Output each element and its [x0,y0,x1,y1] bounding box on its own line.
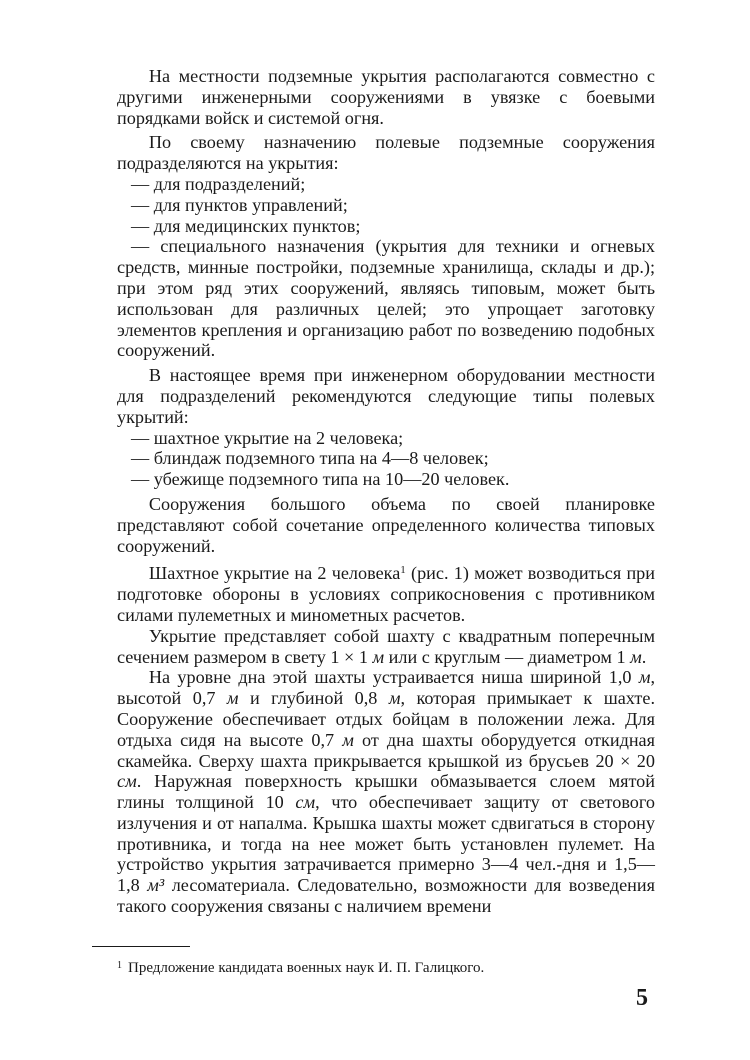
unit: м³ [147,875,165,896]
paragraph-2: По своему назначению полевые подземные сооружения подразделяются на укрытия: [117,132,655,174]
paragraph-7-text: лесоматериала. Следовательно, возможности для возведения такого сооружения связаны с наличием времени [117,875,655,917]
paragraph-1: На местности подземные укрытия располагаются совместно с другими инженерными сооружениями в увязке с боевыми порядками войск и системой огня. [117,66,655,128]
unit: м [388,688,401,709]
unit: м [226,688,239,709]
unit: м [630,646,642,667]
body-text [117,66,655,917]
paragraph-4: Сооружения большого объема по своей планировке представляют собой сочетание определенного количества типовых сооружений. [117,493,655,556]
list-item: — блиндаж подземного типа на 4—8 человек; [131,448,489,469]
paragraph-5-text: (рис. 1) может возводиться при подготовке обороны в условиях соприкосновения с противником силами пулеметных и минометных расчетов. [117,563,655,625]
paragraph-5-text: Шахтное укрытие на 2 человека [148,563,401,584]
footnote-text: Предложение кандидата военных наук И. П. Галицкого. [128,960,485,976]
footnote-reference: 1 [400,564,406,577]
list-item: — для подразделений; [131,173,306,194]
page-number: 5 [636,985,648,1011]
footnote [117,957,657,977]
list-item: — для пунктов управлений; [131,194,348,215]
unit: м [342,729,354,750]
paragraph-3: В настоящее время при инженерном оборудовании местности для подразделений рекомендуются следующие типы полевых укрытий: [117,365,655,427]
paragraph-7-text: от дна шахты оборудуется откидная скамейка. Сверху шахта прикрывается крышкой из брусьев 20 × 20 [117,729,655,771]
footnote-divider [92,946,190,947]
paragraph-6-text: . [641,646,647,667]
list-item: — для медицинских пунктов; [131,215,361,236]
unit: м [372,646,385,667]
list-item: — шахтное укрытие на 2 человека; [131,427,404,448]
paragraph-5 [117,560,655,625]
paragraph-7-text: , высотой 0,7 [117,667,655,709]
paragraph-7-text: , которая примыкает к шахте. Сооружение обеспечивает отдых бойцам в положении лежа. Для отдыха сидя на высоте 0,7 [117,688,655,750]
paragraph-6 [117,626,655,668]
paragraph-7-text: , что обеспечивает защиту от светового излучения и от напалма. Крышка шахты может сдвигаться в сторону противника, и тогда на нее может быть установлен пулемет. На устройство укрытия затрачивается примерно 3—4 чел.-дня и 1,5—1,8 [117,792,655,896]
paragraph-7-text: . Наружная поверхность крышки обмазывается слоем мятой глины толщиной 10 [117,771,655,813]
footnote-mark: 1 [117,960,122,971]
list-item: — убежище подземного типа на 10—20 человек. [131,469,510,490]
paragraph-7-text: На уровне дна этой шахты устраивается ниша шириной 1,0 [148,667,639,688]
paragraph-7-text: и глубиной 0,8 [238,688,389,709]
unit: м [638,667,651,688]
paragraph-6-text: Укрытие представляет собой шахту с квадратным поперечным сечением размером в свету 1 × 1 [117,625,655,667]
paragraph-7 [117,667,655,917]
unit: см [295,792,316,813]
paragraph-6-text: или с круглым — диаметром 1 [384,646,631,667]
unit: см [117,771,137,792]
list-item-special: — специального назначения (укрытия для техники и огневых средств, минные постройки, подземные хранилища, склады и др.); при этом ряд этих сооружений, являясь типовым, может быть использован для различных целей; это упрощает заготовку элементов крепления и организацию работ по возведению подобных сооружений. [117,236,655,361]
